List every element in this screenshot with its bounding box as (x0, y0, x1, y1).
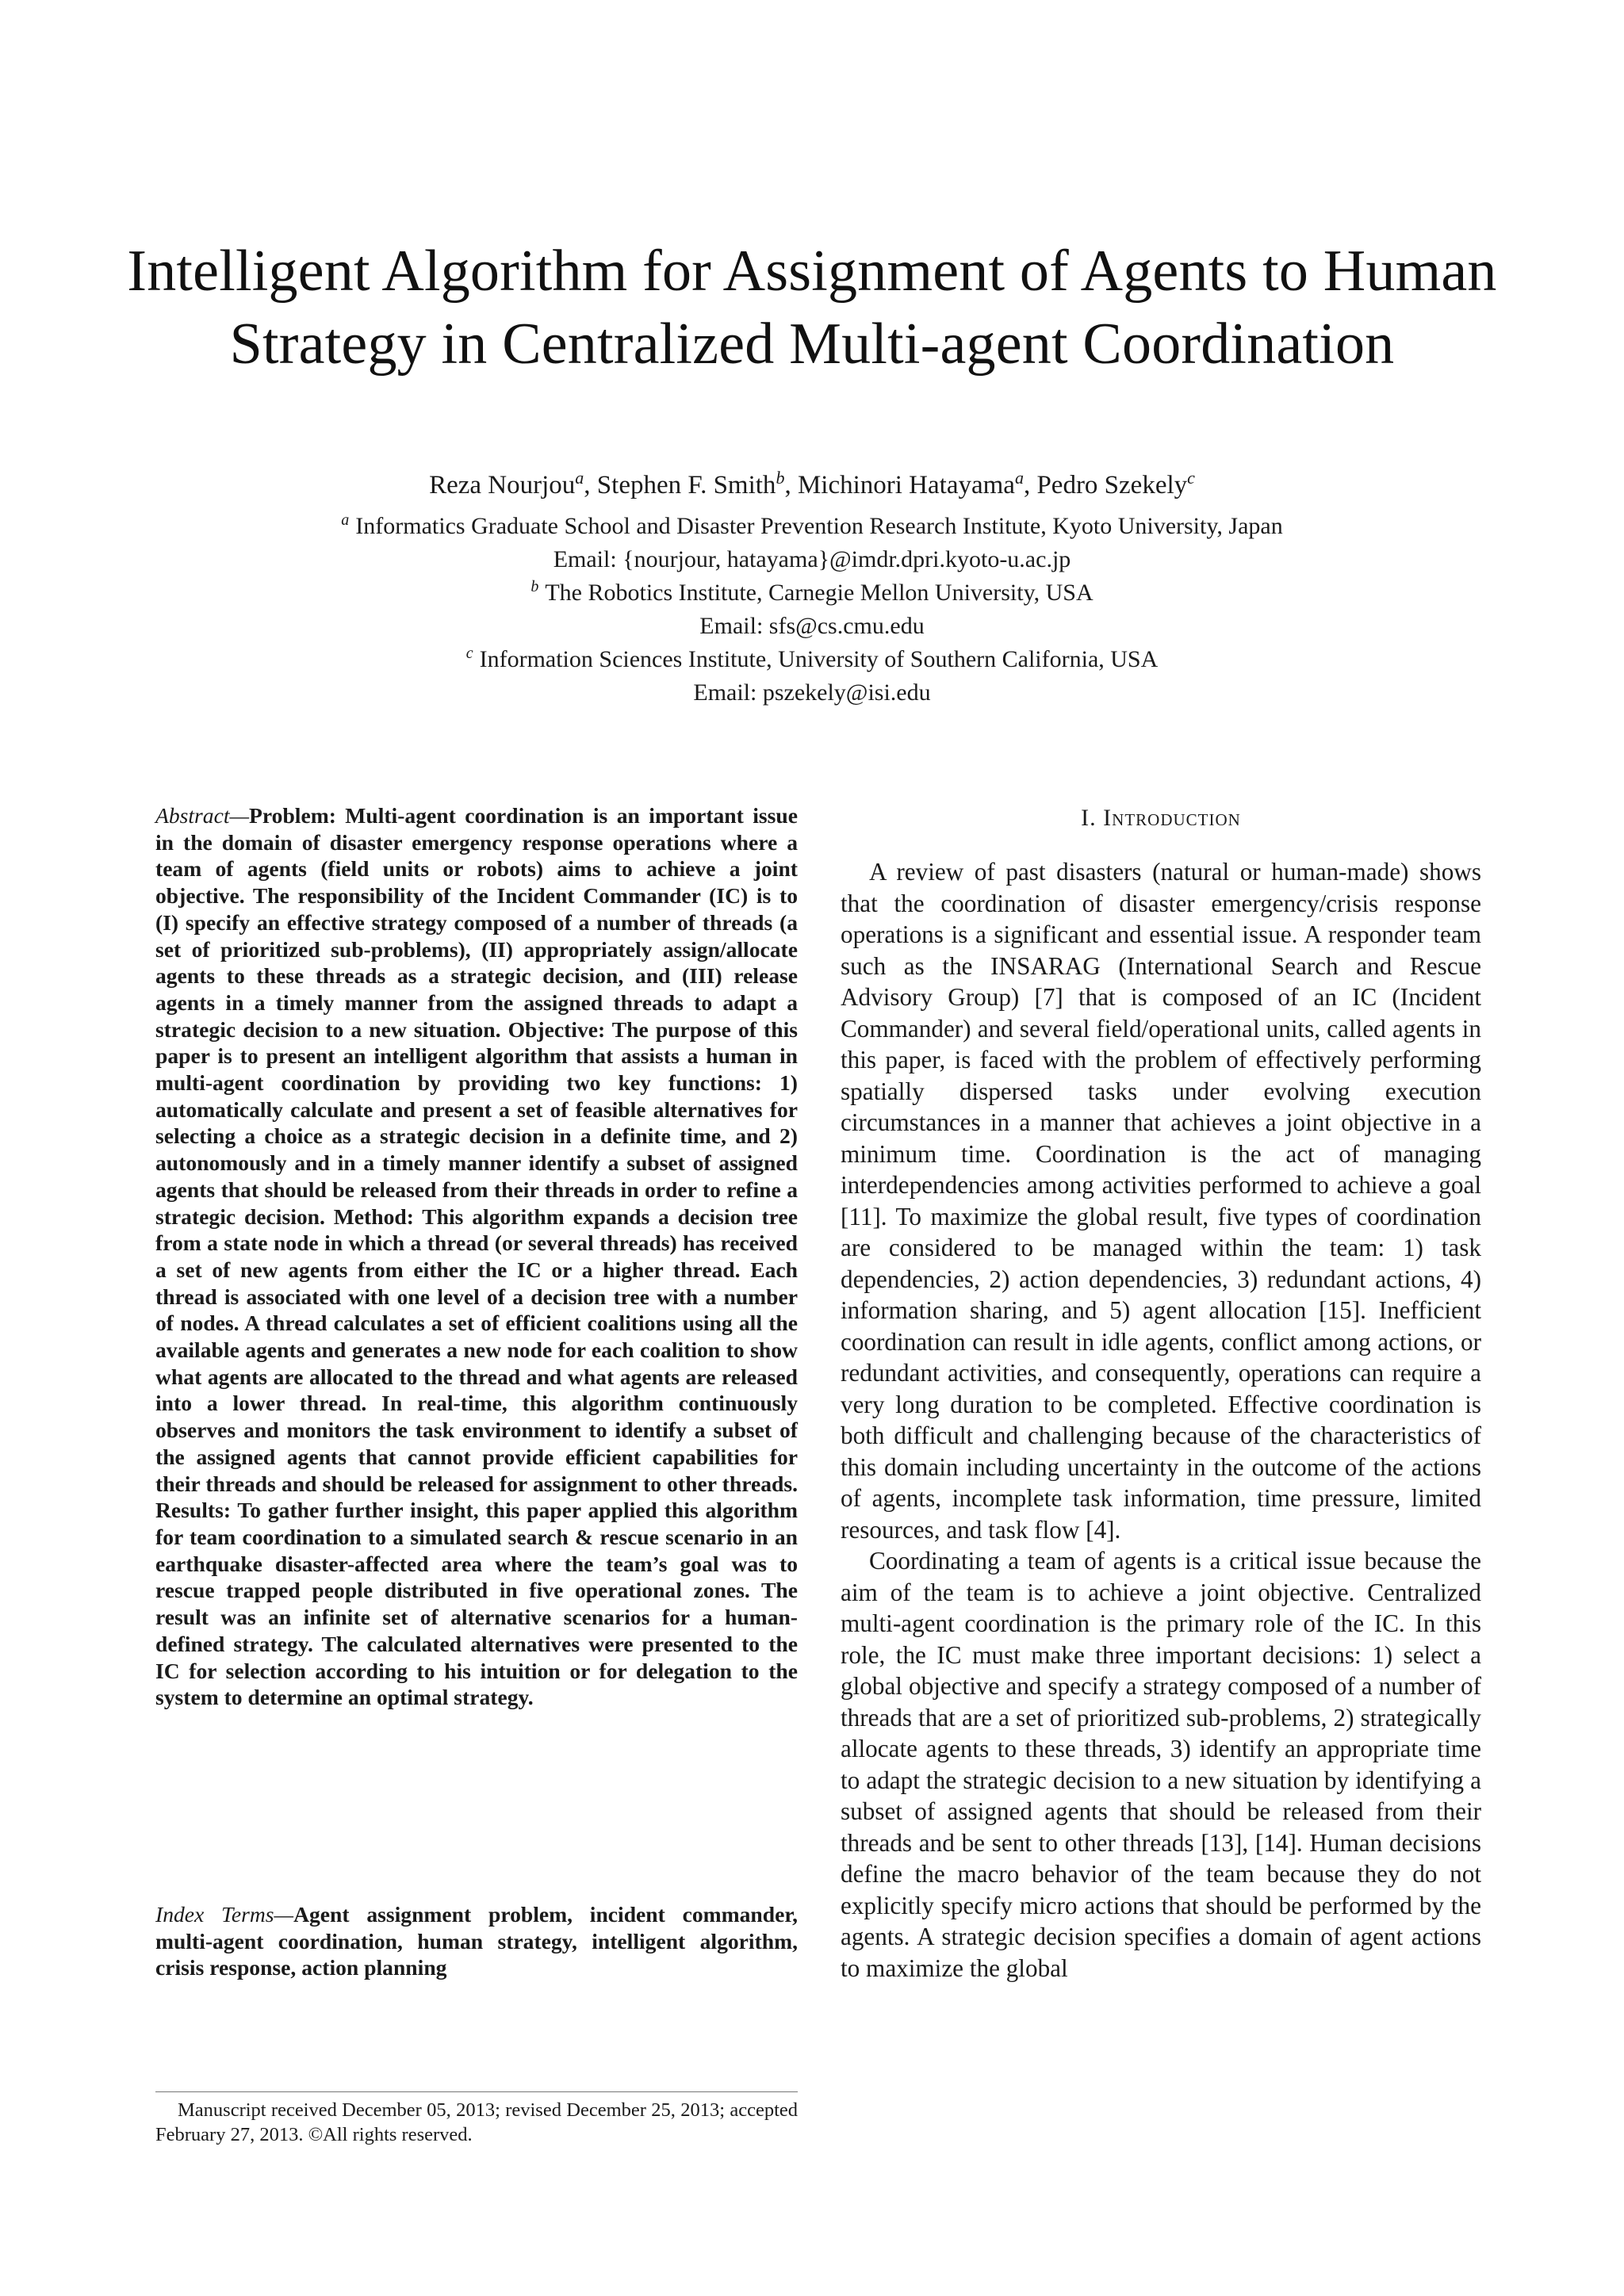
author: Stephen F. Smith$^b$, (596, 468, 798, 499)
body-paragraph: A review of past disasters (natural or human-made) shows that the coordination of disaster emergency/crisis response operations is a significant and essential issue. A responder team such as the INSARAG (International Search and Rescue Advisory Group) [7] that is composed of an IC (Incident Commander) and several field/operational units, called agents in this paper, is faced with the problem of effectively performing spatially dispersed tasks under evolving execution circumstances in a manner that achieves a joint objective in a minimum time. Coordination is the act of managing interdependencies among activities performed to achieve a goal [11]. To maximize the global result, five types of coordination are considered to be managed within the team: 1) task dependencies, 2) action dependencies, 3) redundant actions, 4) information sharing, and 5) agent allocation [15]. Inefficient coordination can result in idle agents, conflict among actions, or redundant activities, and consequently, operations can require a very long duration to be completed. Effective coordination is both difficult and challenging because of the characteristics of this domain including uncertainty in the outcome of the actions of agents, incomplete task information, time pressure, limited resources, and task flow [4]. (841, 858, 1481, 1544)
index-terms (155, 1901, 798, 1981)
affiliation-email: Email: sfs@cs.cmu.edu (699, 613, 925, 639)
abstract-label: Abstract— (155, 803, 250, 828)
body-paragraph: Coordinating a team of agents is a critical issue because the aim of the team is to achieve a joint objective. Centralized multi-agent coordination is the primary role of the IC. In this role, the IC must make three important decisions: 1) select a global objective and specify a strategy composed of a number of threads that are a set of prioritized sub-problems, 2) strategically allocate agents to these threads, 3) identify an appropriate time to adapt the strategic decision to a new situation by identifying a subset of assigned agents that should be released from their threads and be sent to other threads [13], [14]. Human decisions define the macro behavior of the team because they do not explicitly specify micro actions that should be performed by the agents. A strategic decision specifies a domain of agent actions to maximize the global (841, 1547, 1481, 1982)
section-heading: I. Introduction (1081, 805, 1241, 831)
affiliation: $^b$ The Robotics Institute, Carnegie Mellon University, USA (530, 578, 1094, 606)
author: Michinori Hatayama$^a$, (797, 468, 1037, 499)
right-column (841, 802, 1481, 1984)
manuscript-footnote: Manuscript received December 05, 2013; revised December 25, 2013; accepted February 27, 2013. ©All rights reserved. (155, 2099, 798, 2145)
paper-title: Intelligent Algorithm for Assignment of Agents to Human Strategy in Centralized Multi-agent Coordination (127, 239, 1497, 377)
author: Reza Nourjou$^a$, (429, 468, 597, 499)
author: Pedro Szekely$^c$ (1036, 468, 1195, 499)
index-terms-text: Agent assignment problem, incident commander, multi-agent coordination, human strategy, intelligent algorithm, crisis response, action planning (155, 1902, 798, 1980)
affiliation-email: Email: pszekely@isi.edu (693, 679, 931, 706)
index-terms-label: Index Terms— (155, 1902, 294, 1927)
abstract (155, 802, 798, 1711)
left-column (155, 802, 798, 1980)
affiliation-email: Email: {nourjour, hatayama}@imdr.dpri.kyoto-u.ac.jp (553, 546, 1071, 572)
author-list (127, 468, 1497, 503)
affiliation: $^c$ Information Sciences Institute, University of Southern California, USA (465, 645, 1159, 672)
abstract-text: Problem: Multi-agent coordination is an important issue in the domain of disaster emergency response operations where a team of agents (field units or robots) aims to achieve a joint objective. The responsibility of the Incident Commander (IC) is to (I) specify an effective strategy composed of a number of threads (a set of prioritized sub-problems), (II) appropriately assign/allocate agents to these threads as a strategic decision, and (III) release agents in a timely manner from the assigned threads to adapt a strategic decision to a new situation. Objective: The purpose of this paper is to present an intelligent algorithm that assists a human in multi-agent coordination by providing two key functions: 1) automatically calculate and present a set of feasible alternatives for selecting a choice as a strategic decision in a definite time, and 2) autonomously and in a timely manner identify a subset of assigned agents that should be released from their threads in order to refine a strategic decision. Method: This algorithm expands a decision tree from a state node in which a thread (or several threads) has received a set of new agents from either the IC or a higher thread. Each thread is associated with one level of a decision tree with a number of nodes. A thread calculates a set of efficient coalitions using all the available agents and generates a new node for each coalition to show what agents are allocated to the thread and what agents are released into a lower thread. In real-time, this algorithm continuously observes and monitors the task environment to identify a subset of the assigned agents that cannot provide efficient capabilities for their threads and should be released for assignment to other threads. Results: To gather further insight, this paper applied this algorithm for team coordination to a simulated search & rescue scenario in an earthquake disaster-affected area where the team’s goal was to rescue trapped people distributed in five operational zones. The result was an infinite set of alternative scenarios for a human-defined strategy. The calculated alternatives were presented to the IC for selection according to his intuition or for delegation to the system to determine an optimal strategy. (155, 803, 798, 1710)
affiliation: $^a$ Informatics Graduate School and Disaster Prevention Research Institute, Kyoto University, Japan (341, 511, 1283, 539)
footnote-rule (155, 2091, 798, 2092)
